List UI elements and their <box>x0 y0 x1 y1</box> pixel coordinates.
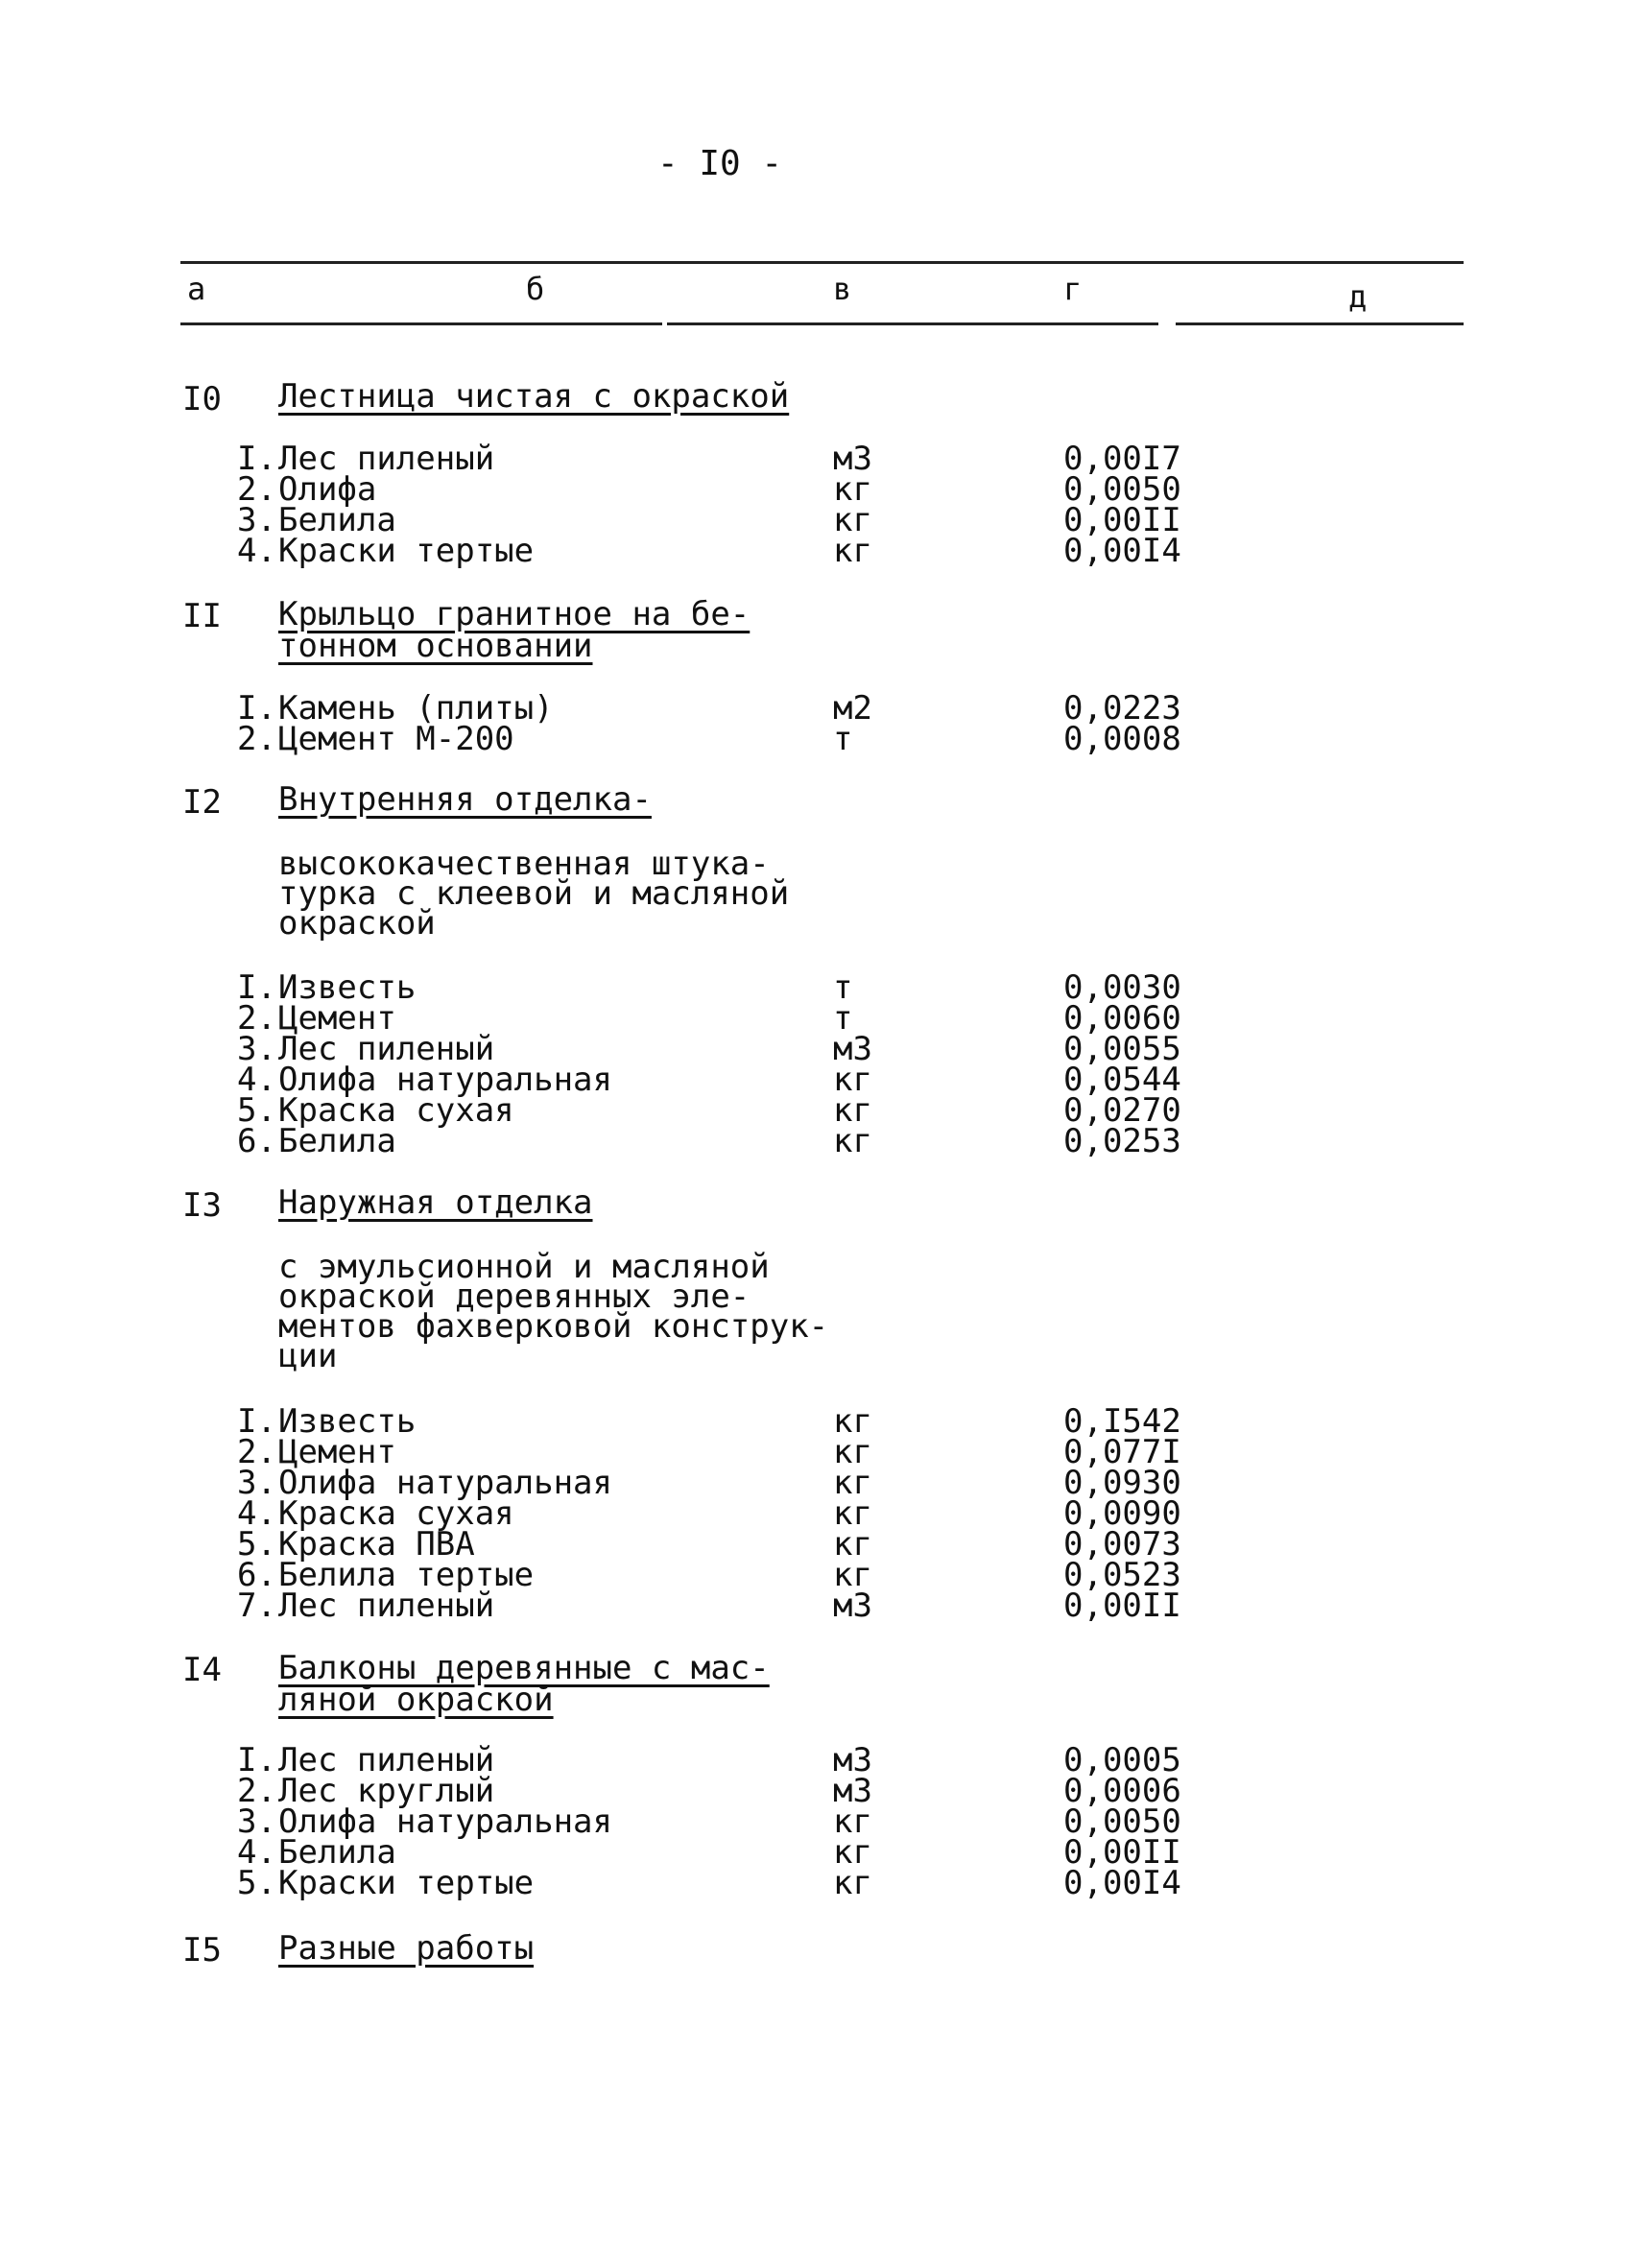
item-name: Камень (плиты) <box>278 689 554 728</box>
item-index: 5. <box>237 1091 276 1130</box>
item-name: Олифа натуральная <box>278 1061 612 1099</box>
item-unit: м2 <box>833 689 872 728</box>
item-unit: кг <box>833 1802 872 1841</box>
item-quantity: 0,0005 <box>1063 1741 1181 1779</box>
item-name: Краска сухая <box>278 1091 514 1130</box>
item-name: Белила <box>278 1833 396 1872</box>
table-row <box>0 1587 1644 1625</box>
item-unit: кг <box>833 1864 872 1902</box>
section-title: Лестница чистая с окраской <box>278 377 790 416</box>
item-index: 6. <box>237 1556 276 1594</box>
item-quantity: 0,0930 <box>1063 1464 1181 1502</box>
item-quantity: 0,0050 <box>1063 470 1181 509</box>
section-num: I2 <box>182 783 222 822</box>
section-num: I0 <box>182 380 222 418</box>
item-index: 3. <box>237 1030 276 1068</box>
item-unit: кг <box>833 1091 872 1130</box>
item-quantity: 0,00I7 <box>1063 440 1181 478</box>
item-name: Лес пиленый <box>278 1741 495 1779</box>
item-unit: м3 <box>833 1030 872 1068</box>
item-unit: м3 <box>833 1772 872 1810</box>
item-unit: кг <box>833 1494 872 1533</box>
item-unit: м3 <box>833 440 872 478</box>
item-index: 4. <box>237 1061 276 1099</box>
table-row <box>0 1122 1644 1160</box>
item-index: 2. <box>237 720 276 758</box>
item-quantity: 0,0050 <box>1063 1802 1181 1841</box>
item-index: 4. <box>237 1833 276 1872</box>
section-num: II <box>182 597 222 635</box>
item-name: Цемент М-200 <box>278 720 514 758</box>
item-unit: м3 <box>833 1741 872 1779</box>
column-header-g: г <box>1063 271 1083 307</box>
item-unit: кг <box>833 1556 872 1594</box>
item-index: 3. <box>237 501 276 539</box>
section-title: Наружная отделка <box>278 1183 593 1222</box>
item-unit: кг <box>833 470 872 509</box>
item-unit: кг <box>833 1122 872 1160</box>
table-row <box>0 532 1644 570</box>
item-name: Краски тертые <box>278 1864 535 1902</box>
item-index: 7. <box>237 1587 276 1625</box>
item-quantity: 0,0223 <box>1063 689 1181 728</box>
item-index: 5. <box>237 1864 276 1902</box>
item-name: Краска ПВА <box>278 1525 475 1564</box>
item-unit: кг <box>833 501 872 539</box>
section-num: I3 <box>182 1186 222 1225</box>
item-name: Цемент <box>278 999 396 1038</box>
item-quantity: 0,0008 <box>1063 720 1181 758</box>
table-row <box>0 1864 1644 1902</box>
item-name: Лес пиленый <box>278 1587 495 1625</box>
item-index: I. <box>237 1402 276 1441</box>
item-name: Белила <box>278 1122 396 1160</box>
header-bottom-rule <box>1176 322 1464 325</box>
item-name: Олифа натуральная <box>278 1802 612 1841</box>
item-quantity: 0,I542 <box>1063 1402 1181 1441</box>
item-unit: т <box>833 720 853 758</box>
item-quantity: 0,0270 <box>1063 1091 1181 1130</box>
item-index: 5. <box>237 1525 276 1564</box>
section-description: с эмульсионной и масляной окраской деревянных эле- ментов фахверковой конструк- ции <box>278 1248 829 1375</box>
section-num: I5 <box>182 1931 222 1970</box>
item-index: I. <box>237 1741 276 1779</box>
header-bottom-rule <box>667 322 1158 325</box>
item-name: Белила <box>278 501 396 539</box>
item-quantity: 0,0073 <box>1063 1525 1181 1564</box>
item-name: Краска сухая <box>278 1494 514 1533</box>
item-index: 4. <box>237 532 276 570</box>
item-quantity: 0,0030 <box>1063 968 1181 1007</box>
item-index: 3. <box>237 1464 276 1502</box>
section-title: Внутренняя отделка- <box>278 780 652 819</box>
column-header-a: а <box>187 271 206 307</box>
table-row <box>0 720 1644 758</box>
item-unit: м3 <box>833 1587 872 1625</box>
item-index: 4. <box>237 1494 276 1533</box>
item-unit: т <box>833 968 853 1007</box>
item-name: Цемент <box>278 1433 396 1471</box>
item-index: 2. <box>237 470 276 509</box>
item-index: I. <box>237 689 276 728</box>
item-name: Известь <box>278 968 417 1007</box>
column-header-v: в <box>833 271 852 307</box>
item-quantity: 0,00II <box>1063 1833 1181 1872</box>
table-top-rule <box>180 261 1464 264</box>
item-quantity: 0,00II <box>1063 1587 1181 1625</box>
item-index: 6. <box>237 1122 276 1160</box>
item-quantity: 0,0060 <box>1063 999 1181 1038</box>
header-bottom-rule <box>180 322 662 325</box>
column-header-b: б <box>526 271 545 307</box>
page-number: - I0 - <box>656 144 783 183</box>
item-quantity: 0,077I <box>1063 1433 1181 1471</box>
item-quantity: 0,00II <box>1063 501 1181 539</box>
item-name: Лес круглый <box>278 1772 495 1810</box>
item-index: 2. <box>237 1772 276 1810</box>
section-title: Крыльцо гранитное на бе- тонном основании <box>278 595 751 665</box>
item-quantity: 0,00I4 <box>1063 532 1181 570</box>
item-name: Олифа натуральная <box>278 1464 612 1502</box>
item-quantity: 0,0090 <box>1063 1494 1181 1533</box>
item-name: Лес пиленый <box>278 440 495 478</box>
item-unit: кг <box>833 1402 872 1441</box>
item-index: I. <box>237 968 276 1007</box>
item-name: Олифа <box>278 470 377 509</box>
section-title: Разные работы <box>278 1929 535 1968</box>
item-name: Белила тертые <box>278 1556 535 1594</box>
column-header-d: д <box>1348 278 1368 315</box>
item-quantity: 0,0006 <box>1063 1772 1181 1810</box>
item-quantity: 0,00I4 <box>1063 1864 1181 1902</box>
section-num: I4 <box>182 1651 222 1689</box>
item-index: I. <box>237 440 276 478</box>
item-name: Краски тертые <box>278 532 535 570</box>
item-quantity: 0,0544 <box>1063 1061 1181 1099</box>
item-unit: кг <box>833 532 872 570</box>
item-unit: кг <box>833 1833 872 1872</box>
item-quantity: 0,0055 <box>1063 1030 1181 1068</box>
item-index: 2. <box>237 1433 276 1471</box>
item-unit: кг <box>833 1433 872 1471</box>
section-title: Балконы деревянные с мас- ляной окраской <box>278 1649 770 1719</box>
item-quantity: 0,0253 <box>1063 1122 1181 1160</box>
item-quantity: 0,0523 <box>1063 1556 1181 1594</box>
item-index: 3. <box>237 1802 276 1841</box>
item-name: Известь <box>278 1402 417 1441</box>
item-unit: т <box>833 999 853 1038</box>
item-index: 2. <box>237 999 276 1038</box>
item-unit: кг <box>833 1464 872 1502</box>
item-unit: кг <box>833 1525 872 1564</box>
item-unit: кг <box>833 1061 872 1099</box>
item-name: Лес пиленый <box>278 1030 495 1068</box>
section-description: высококачественная штука- турка с клеевой и масляной окраской <box>278 845 790 943</box>
